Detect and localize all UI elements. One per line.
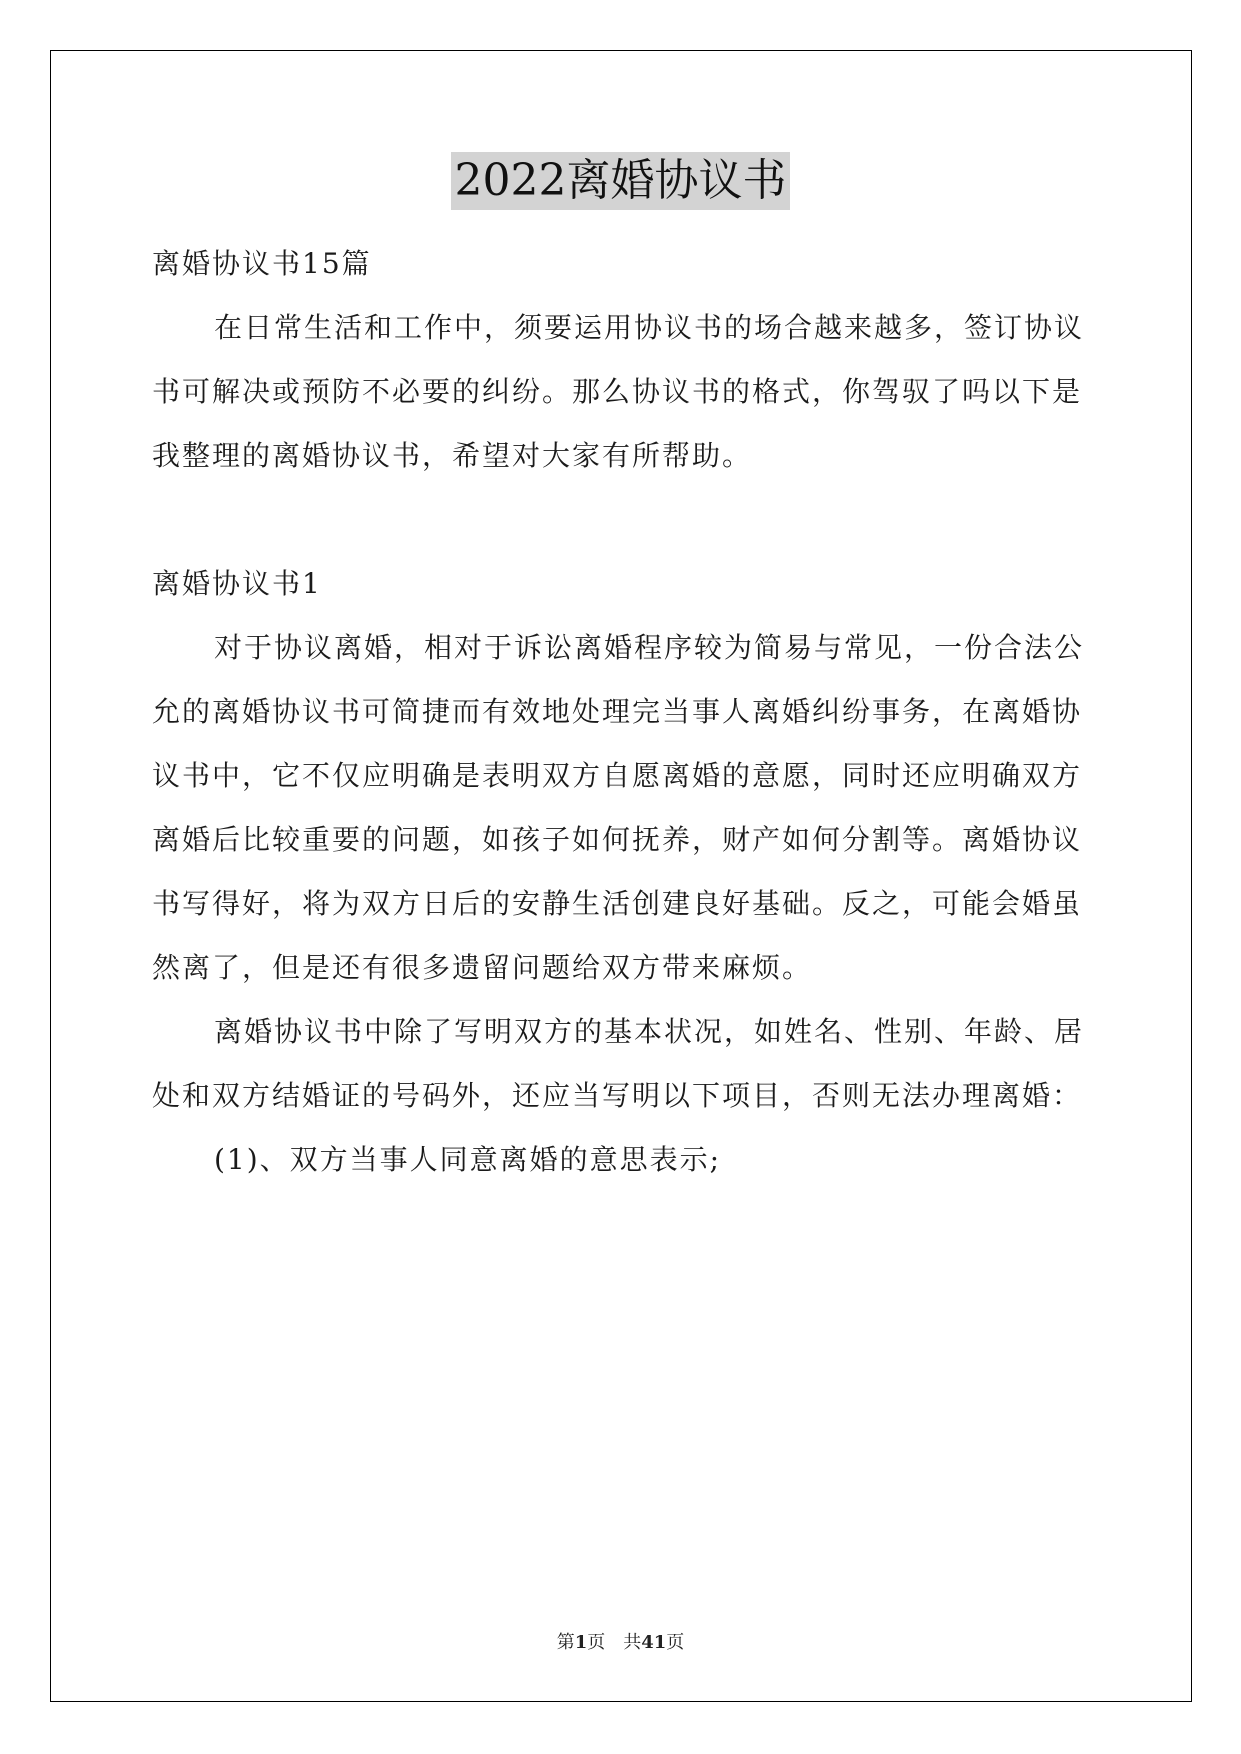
page-footer bbox=[0, 1628, 1241, 1654]
subtitle-collection: 离婚协议书15篇 bbox=[152, 247, 372, 280]
page-prefix: 第 bbox=[556, 1632, 575, 1653]
page-suffix: 页 bbox=[587, 1632, 606, 1653]
document-title: 2022离婚协议书 bbox=[451, 152, 791, 210]
title-container bbox=[0, 152, 1241, 210]
page-number: 1 bbox=[574, 1632, 588, 1653]
total-suffix: 页 bbox=[666, 1632, 685, 1653]
body-paragraph-1: 对于协议离婚，相对于诉讼离婚程序较为简易与常见，一份合法公允的离婚协议书可简捷而有效地处理完当事人离婚纠纷事务，在离婚协议书中，它不仅应明确是表明双方自愿离婚的意愿，同时还应明确双方离婚后比较重要的问题，如孩子如何抚养，财产如何分割等。离婚协议书写得好，将为双方日后的安静生活创建良好基础。反之，可能会婚虽然离了，但是还有很多遗留问题给双方带来麻烦。 bbox=[152, 631, 1085, 984]
section-heading: 离婚协议书1 bbox=[152, 567, 322, 600]
total-prefix: 共 bbox=[623, 1632, 642, 1653]
list-item-1: (1)、双方当事人同意离婚的意思表示; bbox=[214, 1143, 722, 1176]
paragraph-gap bbox=[152, 488, 1092, 552]
body-paragraph-2: 离婚协议书中除了写明双方的基本状况，如姓名、性别、年龄、居处和双方结婚证的号码外，还应当写明以下项目，否则无法办理离婚： bbox=[152, 1015, 1085, 1112]
intro-paragraph: 在日常生活和工作中，须要运用协议书的场合越来越多，签订协议书可解决或预防不必要的纠纷。那么协议书的格式，你驾驭了吗以下是我整理的离婚协议书，希望对大家有所帮助。 bbox=[152, 311, 1085, 472]
document-body bbox=[152, 232, 1092, 1192]
total-pages: 41 bbox=[641, 1632, 667, 1653]
